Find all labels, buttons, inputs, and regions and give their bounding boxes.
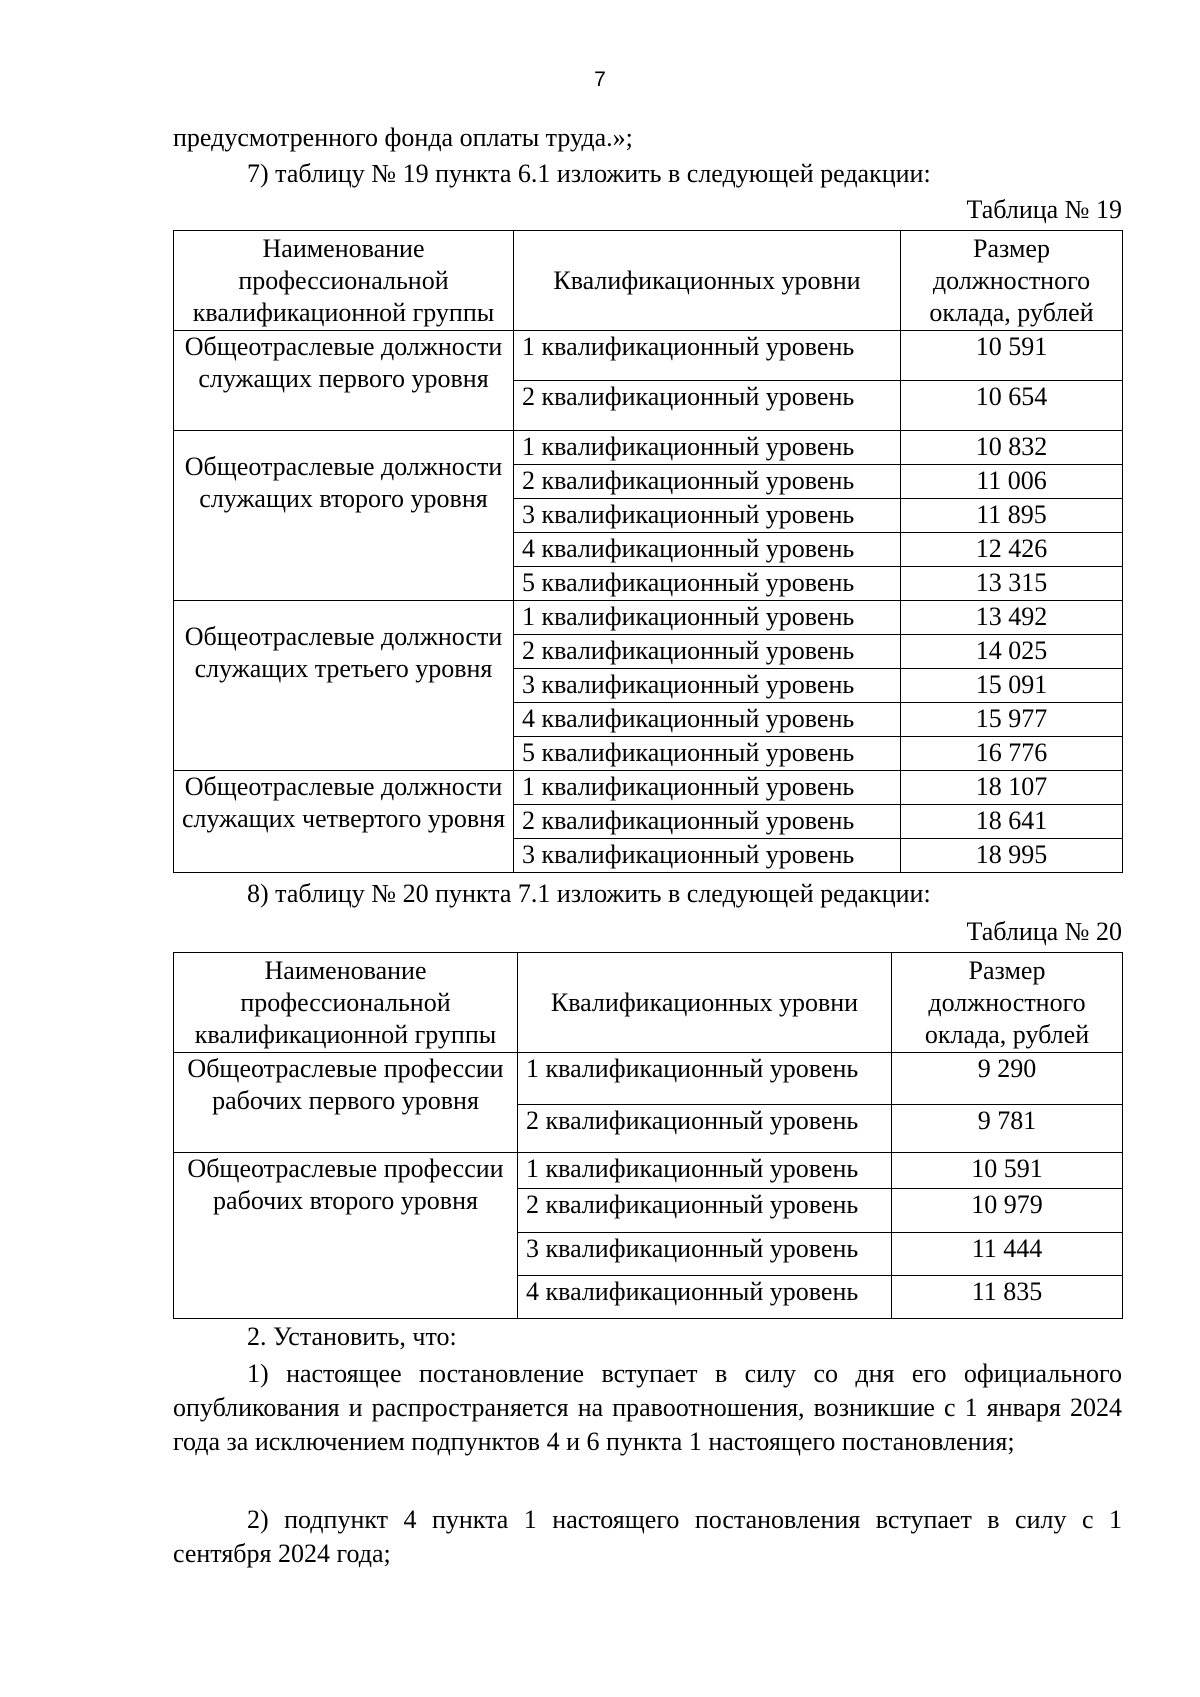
table-row <box>174 601 1123 635</box>
group-name: Общеотраслевые профессии рабочих первого уровня <box>174 1053 518 1153</box>
level-cell: 4 квалификационный уровень <box>518 1276 892 1319</box>
salary-cell: 15 091 <box>901 669 1123 703</box>
paragraph-1: 1) настоящее постановление вступает в силу со дня его официального опубликования и распространяется на правоотношения, возникшие с 1 января 2024 года за исключением подпунктов 4 и 6 пункта 1 настоящего постановления; <box>173 1359 1122 1456</box>
level-cell: 1 квалификационный уровень <box>514 331 901 381</box>
salary-cell: 18 641 <box>901 805 1123 839</box>
salary-cell: 13 492 <box>901 601 1123 635</box>
level-cell: 1 квалификационный уровень <box>518 1053 892 1105</box>
group-name: Общеотраслевые должности служащих второго уровня <box>174 431 514 601</box>
level-cell: 2 квалификационный уровень <box>514 805 901 839</box>
level-cell: 4 квалификационный уровень <box>514 533 901 567</box>
salary-cell: 10 591 <box>892 1153 1123 1189</box>
salary-cell: 9 290 <box>892 1053 1123 1105</box>
level-cell: 1 квалификационный уровень <box>518 1153 892 1189</box>
group-name: Общеотраслевые должности служащих первого уровня <box>174 331 514 431</box>
header-group: Наименование профессиональной квалификационной группы <box>174 953 518 1053</box>
level-cell: 5 квалификационный уровень <box>514 567 901 601</box>
page-number: 7 <box>594 68 606 91</box>
table-row <box>174 1153 1123 1189</box>
level-cell: 1 квалификационный уровень <box>514 431 901 465</box>
level-cell: 2 квалификационный уровень <box>518 1105 892 1153</box>
salary-cell: 18 107 <box>901 771 1123 805</box>
salary-cell: 15 977 <box>901 703 1123 737</box>
table-row <box>174 771 1123 805</box>
level-cell: 3 квалификационный уровень <box>514 499 901 533</box>
salary-cell: 11 006 <box>901 465 1123 499</box>
group-name: Общеотраслевые должности служащих четвертого уровня <box>174 771 514 873</box>
level-cell: 3 квалификационный уровень <box>518 1233 892 1276</box>
group-name: Общеотраслевые должности служащих третьего уровня <box>174 601 514 771</box>
salary-cell: 13 315 <box>901 567 1123 601</box>
paragraph-2: 2) подпункт 4 пункта 1 настоящего постановления вступает в силу с 1 сентября 2024 года; <box>173 1505 1122 1568</box>
level-cell: 2 квалификационный уровень <box>518 1189 892 1233</box>
level-cell: 2 квалификационный уровень <box>514 465 901 499</box>
table-20-header-row <box>174 953 1123 1053</box>
salary-cell: 11 895 <box>901 499 1123 533</box>
table-20-caption: Таблица № 20 <box>966 917 1122 946</box>
item-7-text: 7) таблицу № 19 пункта 6.1 изложить в следующей редакции: <box>247 159 931 188</box>
salary-cell: 9 781 <box>892 1105 1123 1153</box>
salary-cell: 14 025 <box>901 635 1123 669</box>
table-19 <box>173 230 1123 873</box>
table-row <box>174 1053 1123 1105</box>
table-19-caption: Таблица № 19 <box>966 195 1122 224</box>
table-row <box>174 331 1123 381</box>
salary-cell: 10 654 <box>901 381 1123 431</box>
level-cell: 2 квалификационный уровень <box>514 635 901 669</box>
salary-cell: 10 591 <box>901 331 1123 381</box>
level-cell: 5 квалификационный уровень <box>514 737 901 771</box>
level-cell: 4 квалификационный уровень <box>514 703 901 737</box>
salary-cell: 18 995 <box>901 839 1123 873</box>
header-salary: Размер должностного оклада, рублей <box>892 953 1123 1053</box>
salary-cell: 11 835 <box>892 1276 1123 1319</box>
header-salary: Размер должностного оклада, рублей <box>901 231 1123 331</box>
level-cell: 2 квалификационный уровень <box>514 381 901 431</box>
salary-cell: 11 444 <box>892 1233 1123 1276</box>
level-cell: 1 квалификационный уровень <box>514 771 901 805</box>
level-cell: 1 квалификационный уровень <box>514 601 901 635</box>
salary-cell: 12 426 <box>901 533 1123 567</box>
salary-cell: 16 776 <box>901 737 1123 771</box>
level-cell: 3 квалификационный уровень <box>514 669 901 703</box>
table-19-header-row <box>174 231 1123 331</box>
section-2-heading: 2. Установить, что: <box>247 1322 457 1351</box>
salary-cell: 10 979 <box>892 1189 1123 1233</box>
header-levels: Квалификационных уровни <box>514 231 901 331</box>
header-levels: Квалификационных уровни <box>518 953 892 1053</box>
table-20 <box>173 952 1123 1319</box>
item-8-text: 8) таблицу № 20 пункта 7.1 изложить в следующей редакции: <box>247 879 931 908</box>
level-cell: 3 квалификационный уровень <box>514 839 901 873</box>
intro-line: предусмотренного фонда оплаты труда.»; <box>173 123 633 152</box>
table-row <box>174 431 1123 465</box>
group-name: Общеотраслевые профессии рабочих второго уровня <box>174 1153 518 1319</box>
salary-cell: 10 832 <box>901 431 1123 465</box>
header-group: Наименование профессиональной квалификационной группы <box>174 231 514 331</box>
